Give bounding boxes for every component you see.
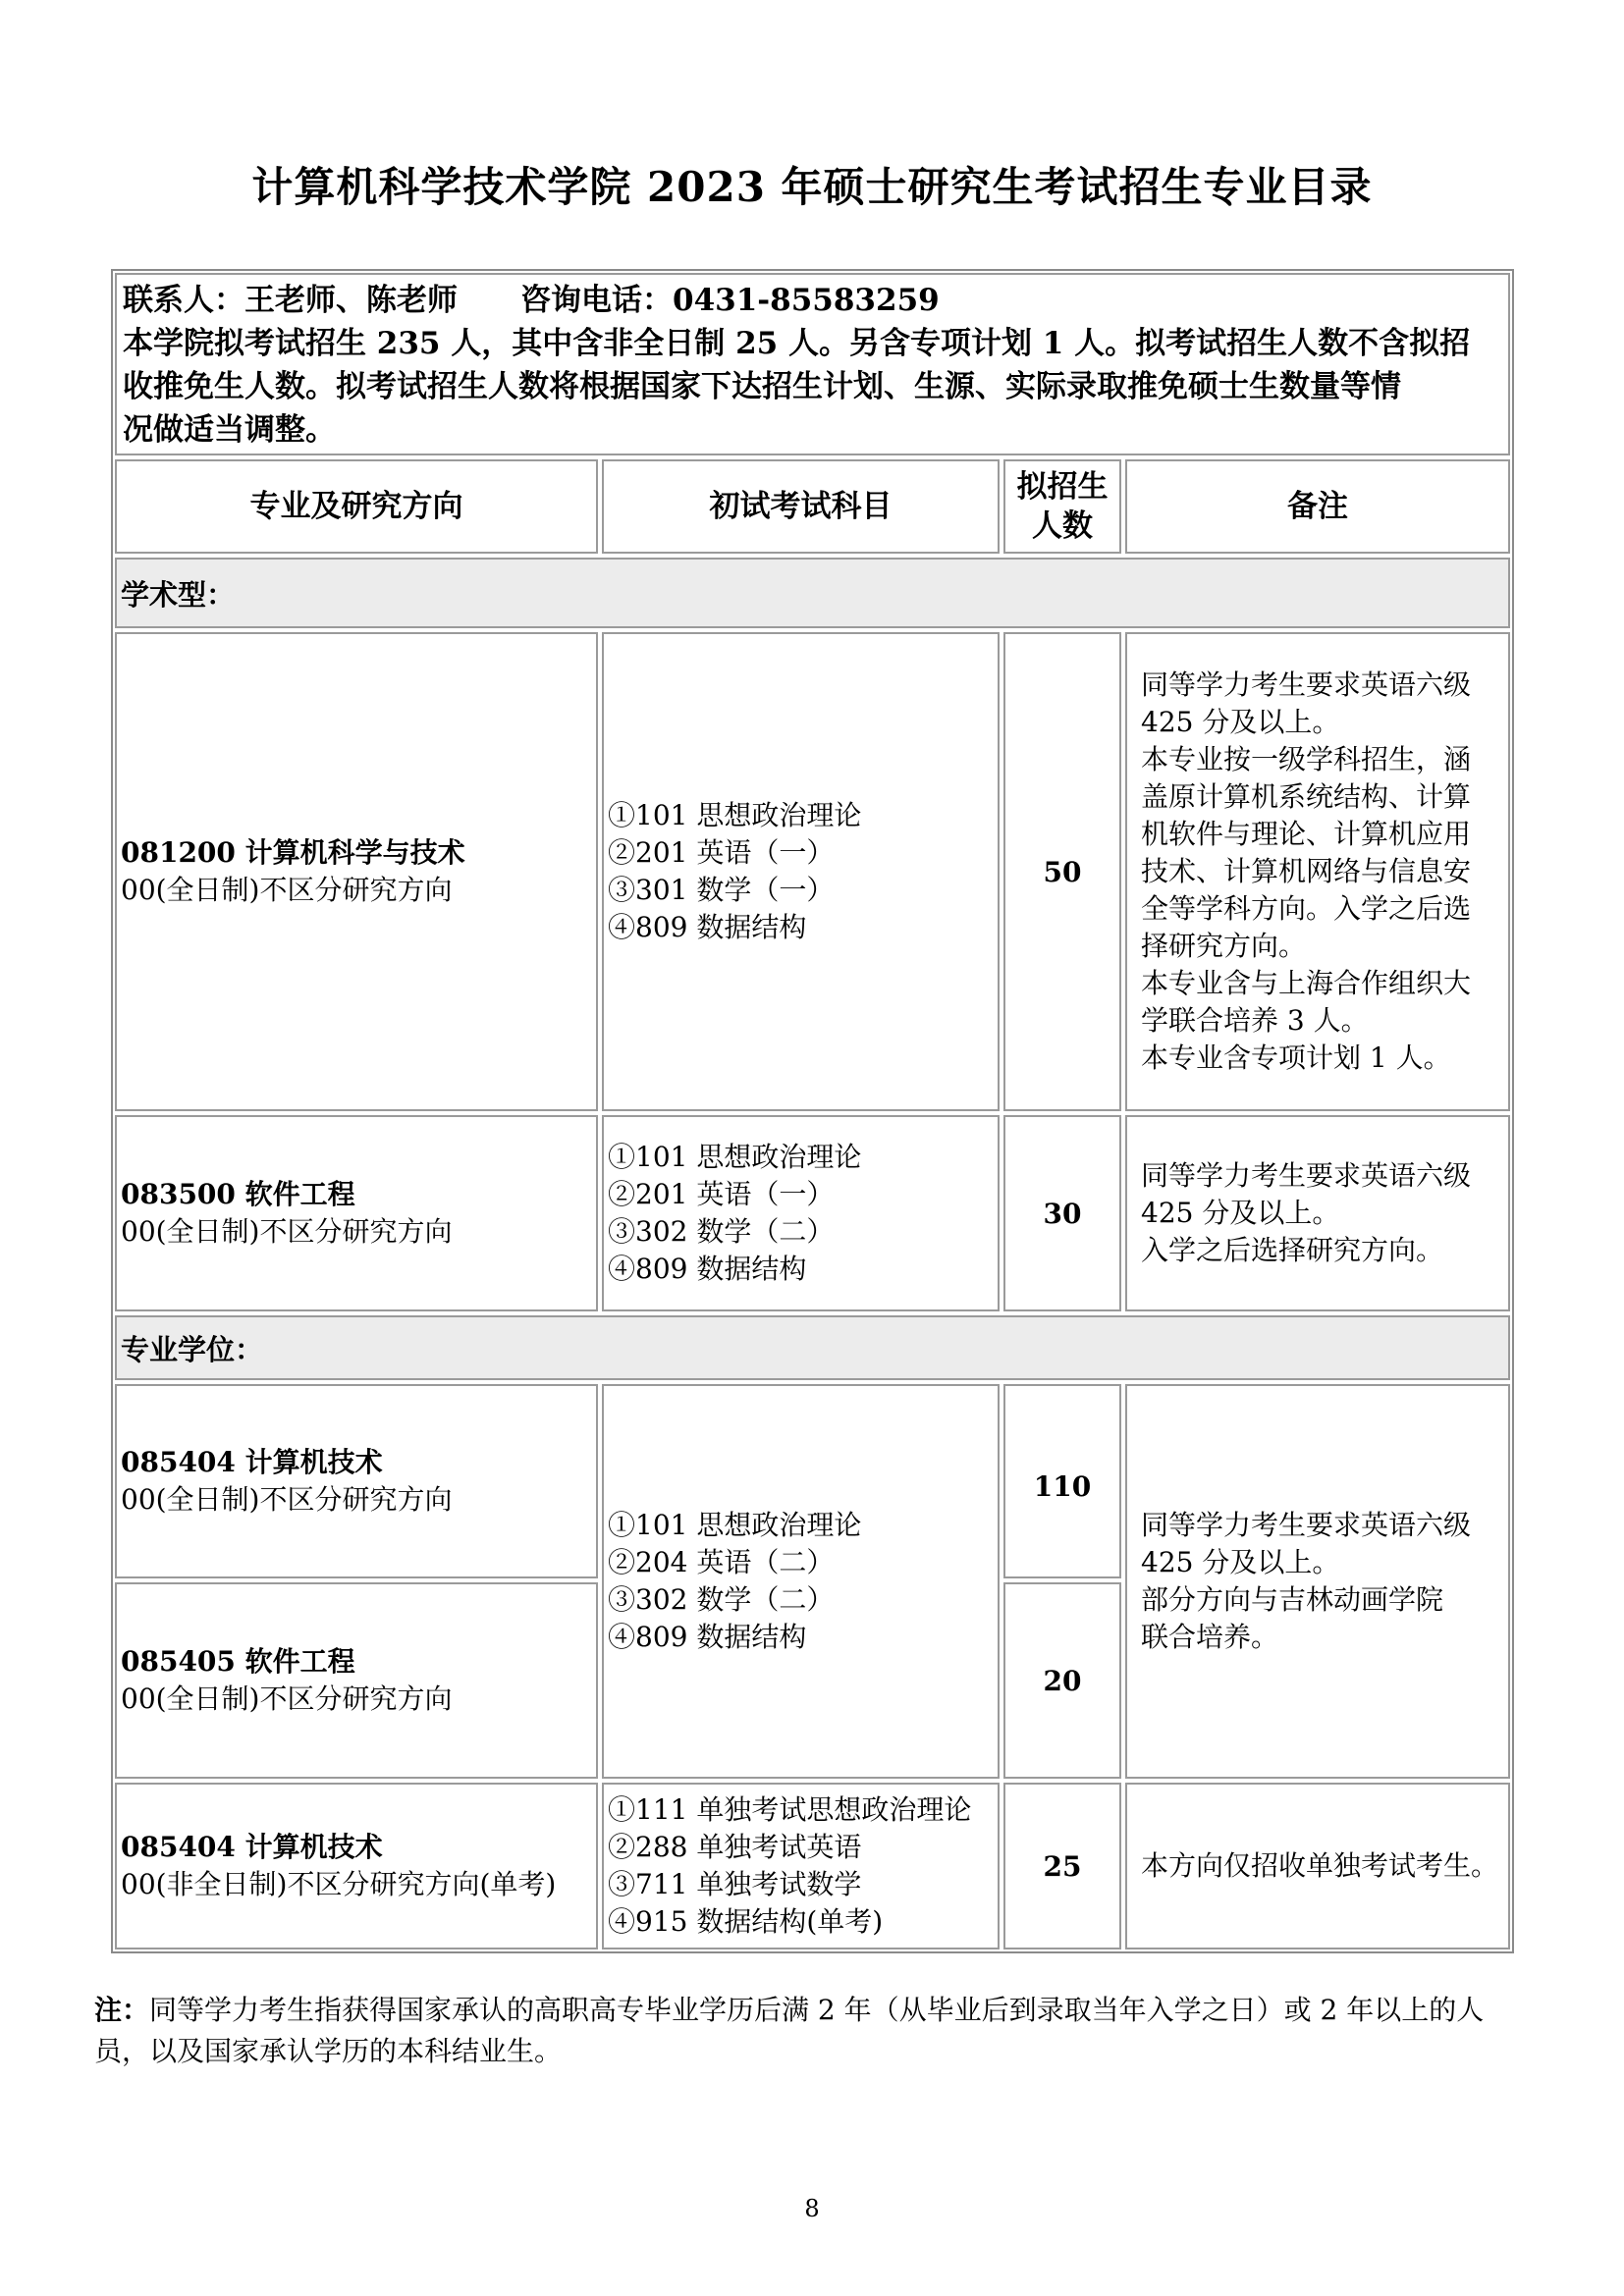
remarks-cell: 同等学力考生要求英语六级 425 分及以上。 本专业按一级学科招生，涵 盖原计算机系统结构、计算 机软件与理论、计算机应用 技术、计算机网络与信息安 全等学科方向。入学之后选 择研究方向。 本专业含与上海合作组织大 学联合培养 3 人。 本专业含专项计划 1 人。	[1125, 632, 1510, 1111]
intro-line: 收推免生人数。拟考试招生人数将根据国家下达招生计划、生源、实际录取推免硕士生数量等情	[123, 369, 1401, 404]
quota-cell: 25	[1003, 1783, 1121, 1949]
subjects-cell: ①111 单独考试思想政治理论 ②288 单独考试英语 ③711 单独考试数学 ④915 数据结构(单考)	[602, 1783, 1000, 1949]
major-code: 085405 软件工程	[121, 1645, 355, 1678]
quota-cell: 110	[1003, 1384, 1121, 1578]
page-title: 计算机科学技术学院 2023 年硕士研究生考试招生专业目录	[251, 163, 1373, 211]
intro-line: 况做适当调整。	[123, 412, 336, 448]
section-academic: 学术型：	[115, 558, 1510, 628]
quota-cell: 30	[1003, 1115, 1121, 1311]
major-direction: 00(全日制)不区分研究方向	[121, 1483, 453, 1516]
quota-cell: 20	[1003, 1582, 1121, 1779]
major-code: 085404 计算机技术	[121, 1446, 383, 1478]
page-number: 8	[804, 2195, 820, 2222]
major-cell	[115, 1115, 598, 1311]
major-cell	[115, 632, 598, 1111]
major-cell	[115, 1384, 598, 1578]
header-subjects: 初试考试科目	[602, 459, 1000, 554]
subjects-cell: ①101 思想政治理论 ②201 英语（一） ③301 数学（一） ④809 数据结构	[602, 632, 1000, 1111]
subjects-cell: ①101 思想政治理论 ②201 英语（一） ③302 数学（二） ④809 数据结构	[602, 1115, 1000, 1311]
contact-phone: 咨询电话：0431-85583259	[520, 283, 940, 318]
contact-person: 联系人：王老师、陈老师	[123, 283, 458, 318]
header-quota: 拟招生 人数	[1003, 459, 1121, 554]
header-major: 专业及研究方向	[115, 459, 598, 554]
major-code: 085404 计算机技术	[121, 1831, 383, 1863]
header-remarks: 备注	[1125, 459, 1510, 554]
intro-line: 本学院拟考试招生 235 人，其中含非全日制 25 人。另含专项计划 1 人。拟考试招生人数不含拟招	[123, 326, 1471, 361]
remarks-cell: 本方向仅招收单独考试考生。	[1125, 1783, 1510, 1949]
major-cell	[115, 1582, 598, 1779]
footnote-text: 同等学力考生指获得国家承认的高职高专毕业学历后满 2 年（从毕业后到录取当年入学之日）或 2 年以上的人员，以及国家承认学历的本科结业生。	[94, 1994, 1485, 2067]
remarks-cell: 同等学力考生要求英语六级 425 分及以上。 入学之后选择研究方向。	[1125, 1115, 1510, 1311]
subjects-cell: ①101 思想政治理论 ②204 英语（二） ③302 数学（二） ④809 数据结构	[602, 1384, 1000, 1779]
major-code: 083500 软件工程	[121, 1178, 355, 1210]
major-direction: 00(非全日制)不区分研究方向(单考)	[121, 1868, 557, 1900]
footnote	[94, 1990, 1538, 2072]
remarks-cell: 同等学力考生要求英语六级 425 分及以上。 部分方向与吉林动画学院 联合培养。	[1125, 1384, 1510, 1779]
major-code: 081200 计算机科学与技术	[121, 836, 465, 869]
major-direction: 00(全日制)不区分研究方向	[121, 874, 453, 906]
footnote-label: 注：	[94, 1994, 150, 2026]
contact-block	[115, 273, 1510, 455]
major-cell	[115, 1783, 598, 1949]
section-professional: 专业学位：	[115, 1315, 1510, 1380]
major-direction: 00(全日制)不区分研究方向	[121, 1682, 453, 1715]
quota-cell: 50	[1003, 632, 1121, 1111]
major-direction: 00(全日制)不区分研究方向	[121, 1215, 453, 1248]
